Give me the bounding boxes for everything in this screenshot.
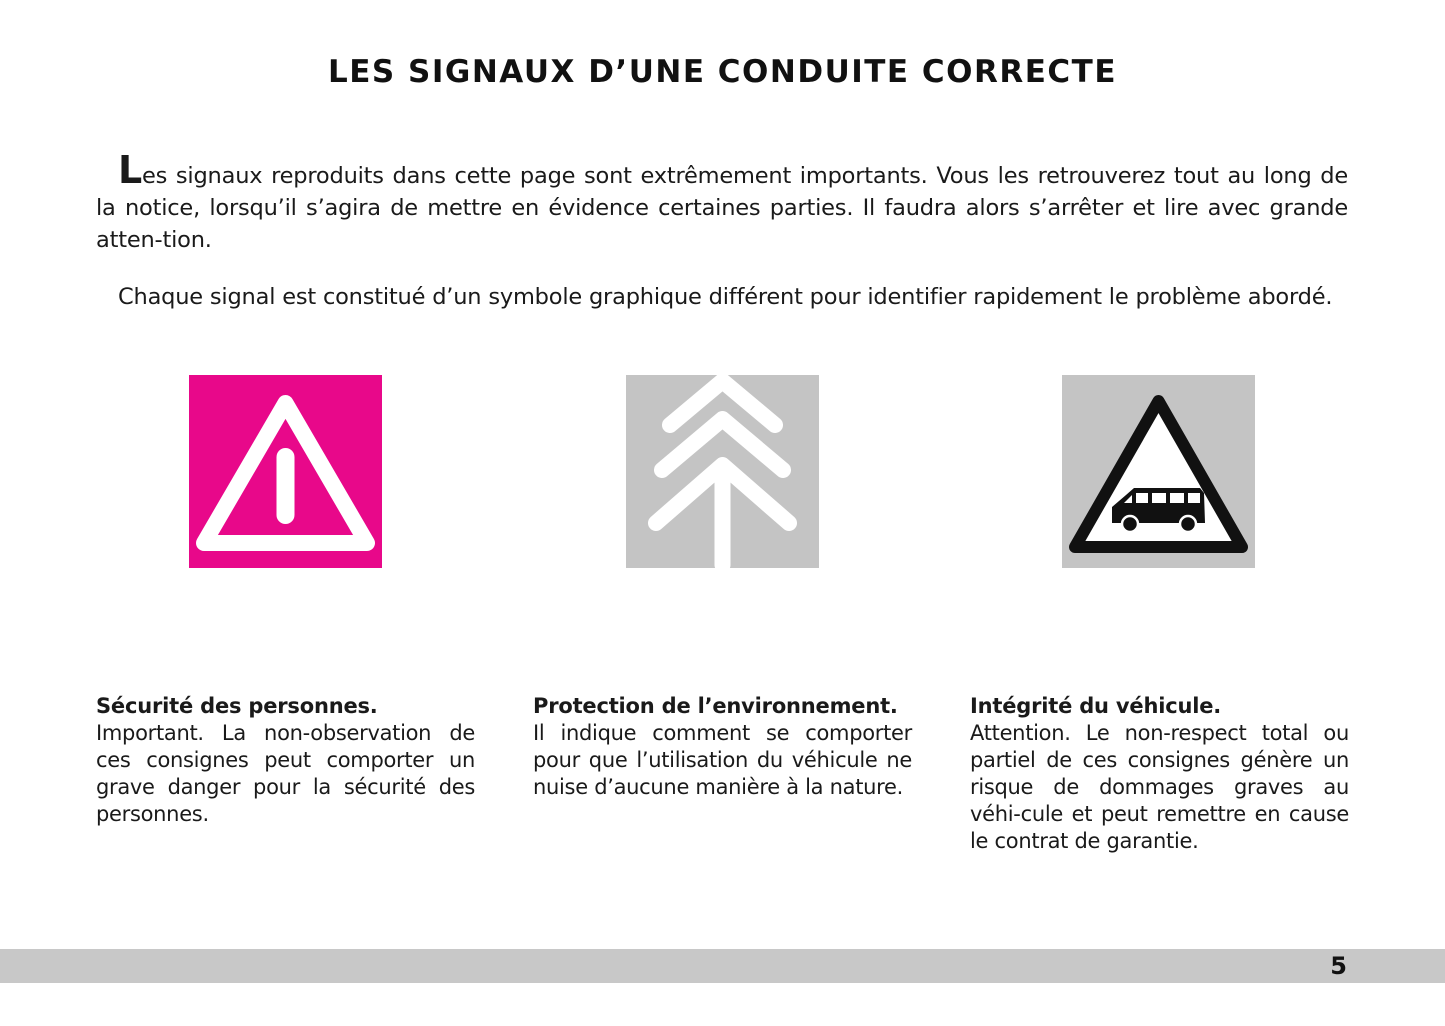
intro-second-paragraph: Chaque signal est constitué d’un symbole graphique différent pour identifier rapidement le problème abordé. [118,284,1333,310]
signal-text: Attention. Le non-respect total ou partiel de ces consignes génère un risque de dommages graves au véhi-cule et peut remettre en cause le contrat de garantie. [970,721,1349,853]
safety-sign [189,375,382,568]
page-number: 5 [1330,952,1347,980]
signal-heading: Intégrité du véhicule. [970,694,1222,718]
signal-description-environment [533,693,912,801]
signal-heading: Sécurité des personnes. [96,694,378,718]
environment-tree-arrow-icon [626,375,819,568]
signal-text: Il indique comment se comporter pour que l’utilisation du véhicule ne nuise d’aucune manière à la nature. [533,721,912,799]
footer-bar [0,949,1445,983]
environment-sign [626,375,819,568]
vehicle-warning-triangle-icon [1062,375,1255,568]
page-title: LES SIGNAUX D’UNE CONDUITE CORRECTE [328,54,1117,90]
intro-paragraph [96,148,1348,256]
vehicle-sign [1062,375,1255,568]
signal-text: Important. La non-observation de ces consignes peut comporter un grave danger pour la sécurité des personnes. [96,721,475,826]
signal-description-safety [96,693,475,828]
signal-description-vehicle [970,693,1349,855]
warning-triangle-exclamation-icon [189,375,382,568]
signal-heading: Protection de l’environnement. [533,694,898,718]
drop-cap: L [118,148,143,192]
intro-text: es signaux reproduits dans cette page sont extrêmement importants. Vous les retrouverez tout au long de la notice, lorsqu’il s’agira de mettre en évidence certaines parties. Il faudra alors s’arrêter et lire avec grande atten-tion. [96,163,1348,253]
